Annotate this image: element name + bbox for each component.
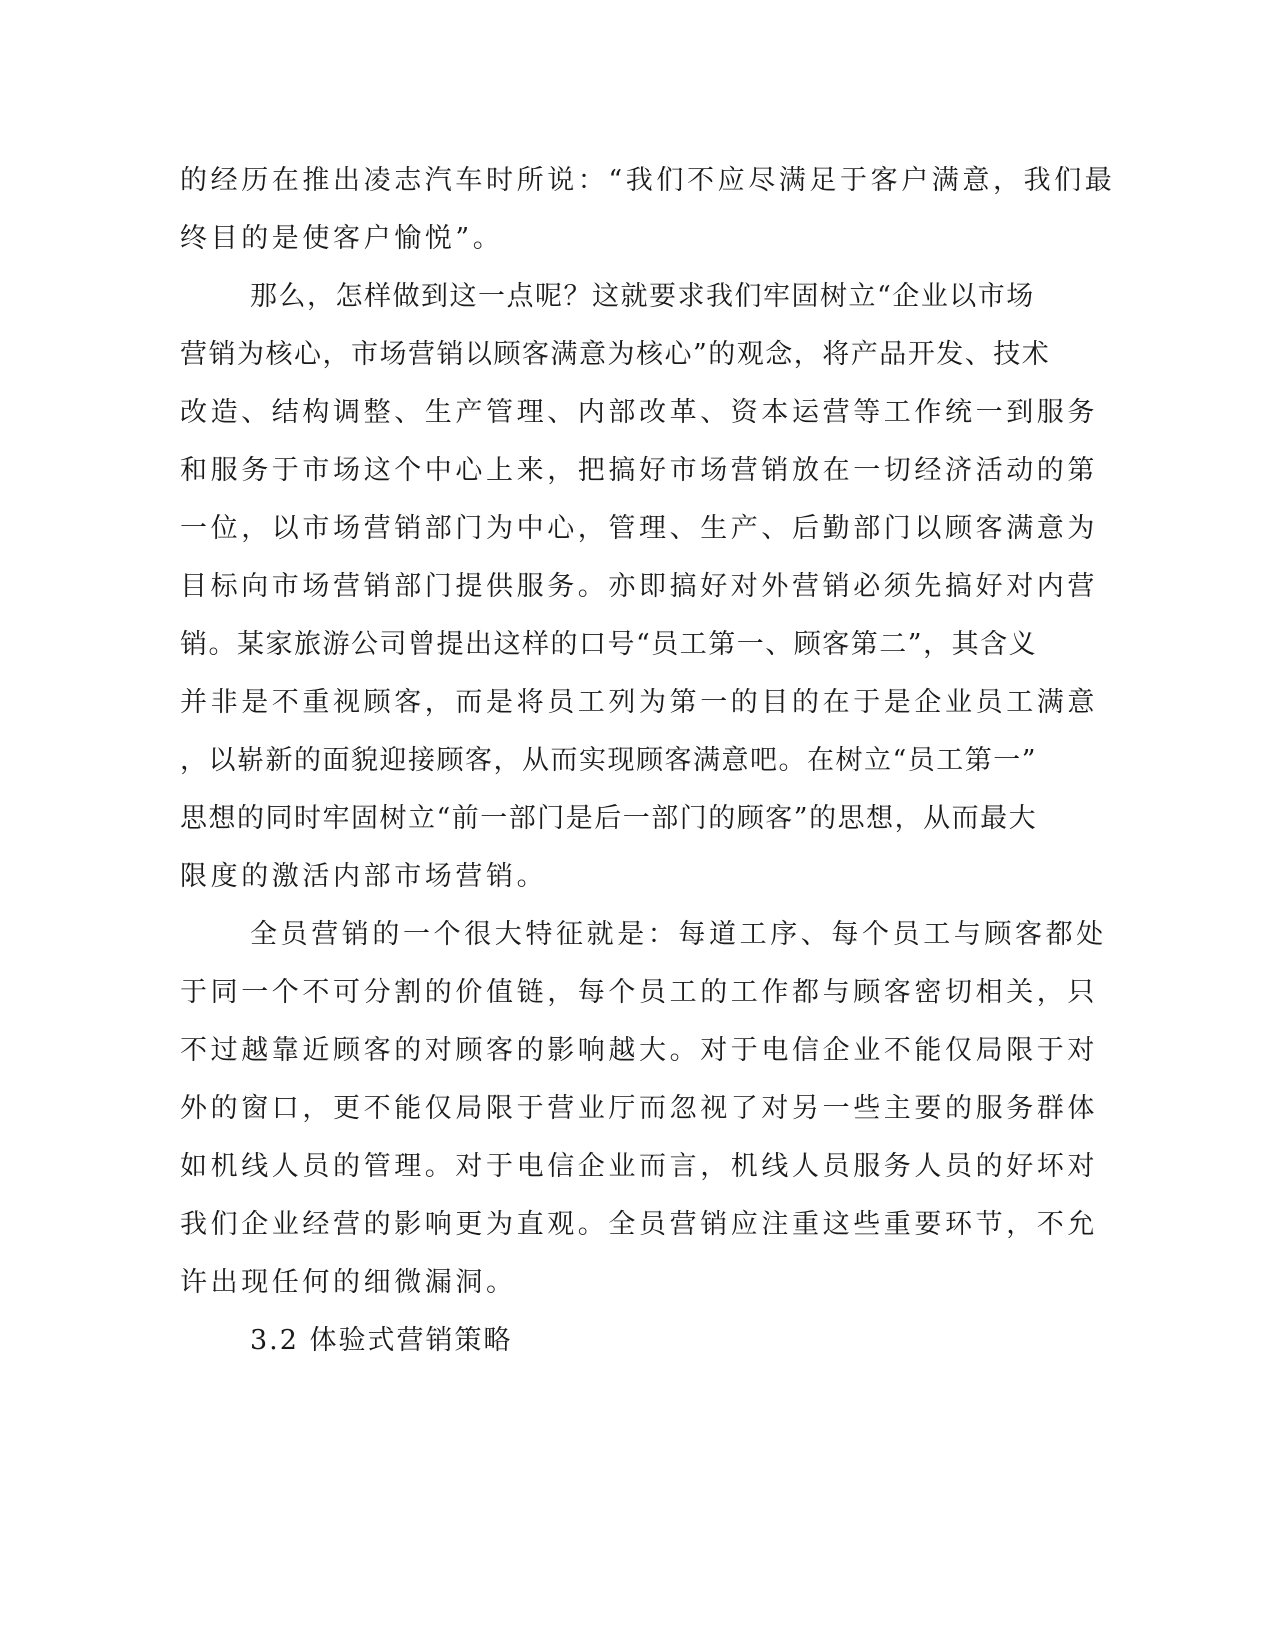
text-line-19: 我们企业经营的影响更为直观。全员营销应注重这些重要环节，不允: [180, 1209, 1098, 1240]
text-line-15: 于同一个不可分割的价值链，每个员工的工作都与顾客密切相关，只: [180, 977, 1098, 1008]
text-line-18: 如机线人员的管理。对于电信企业而言，机线人员服务人员的好坏对: [180, 1151, 1098, 1182]
text-line-10: 并非是不重视顾客，而是将员工列为第一的目的在于是企业员工满意: [180, 687, 1098, 718]
text-line-14: 全员营销的一个很大特征就是：每道工序、每个员工与顾客都处: [250, 919, 1107, 950]
text-line-4: 营销为核心，市场营销以顾客满意为核心”的观念，将产品开发、技术: [180, 339, 1051, 370]
text-line-13: 限度的激活内部市场营销。: [180, 861, 548, 892]
text-line-11: ，以崭新的面貌迎接顾客，从而实现顾客满意吧。在树立“员工第一”: [180, 745, 1038, 776]
text-line-7: 一位，以市场营销部门为中心，管理、生产、后勤部门以顾客满意为: [180, 513, 1098, 544]
text-line-20: 许出现任何的细微漏洞。: [180, 1267, 517, 1298]
text-line-2: 终目的是使客户愉悦”。: [180, 223, 504, 254]
text-line-3: 那么，怎样做到这一点呢？这就要求我们牢固树立“企业以市场: [250, 281, 1035, 312]
text-line-16: 不过越靠近顾客的对顾客的影响越大。对于电信企业不能仅局限于对: [180, 1035, 1098, 1066]
text-line-1: 的经历在推出凌志汽车时所说：“我们不应尽满足于客户满意，我们最: [180, 165, 1116, 196]
text-line-9: 销。某家旅游公司曾提出这样的口号“员工第一、顾客第二”，其含义: [180, 629, 1038, 660]
text-line-17: 外的窗口，更不能仅局限于营业厅而忽视了对另一些主要的服务群体: [180, 1093, 1098, 1124]
section-heading: 3.2 体验式营销策略: [250, 1325, 513, 1356]
text-line-6: 和服务于市场这个中心上来，把搞好市场营销放在一切经济活动的第: [180, 455, 1098, 486]
text-line-8: 目标向市场营销部门提供服务。亦即搞好对外营销必须先搞好对内营: [180, 571, 1098, 602]
text-line-5: 改造、结构调整、生产管理、内部改革、资本运营等工作统一到服务: [180, 397, 1098, 428]
text-line-12: 思想的同时牢固树立“前一部门是后一部门的顾客”的思想，从而最大: [180, 803, 1038, 834]
